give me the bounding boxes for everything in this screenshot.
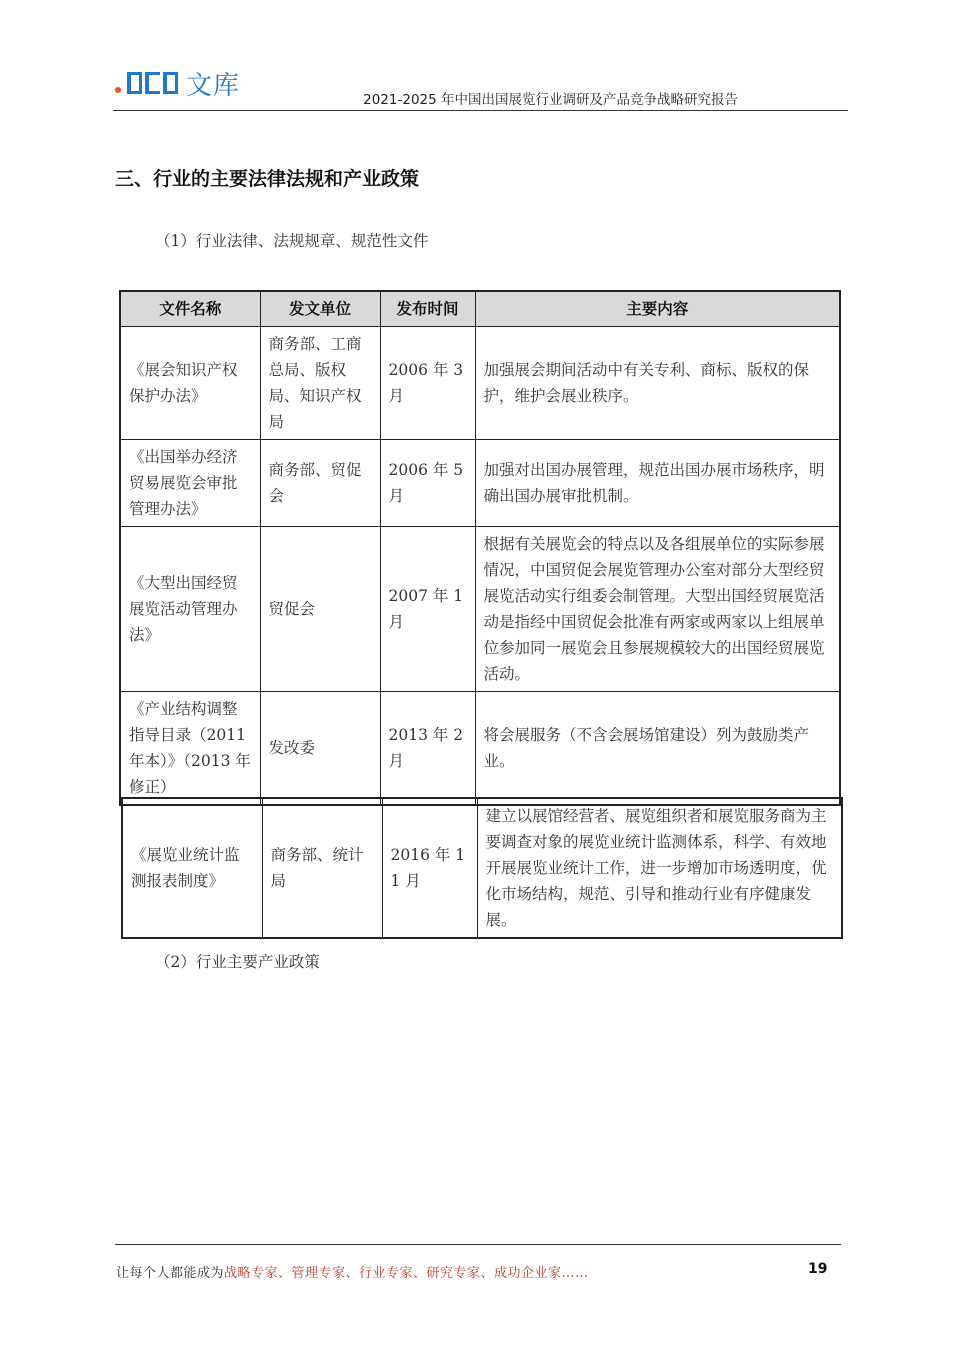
report-title: 2021-2025 年中国出国展览行业调研及产品竞争战略研究报告 bbox=[363, 92, 738, 108]
header-doc-name: 文件名称 bbox=[120, 291, 260, 327]
cell-content: 加强展会期间活动中有关专利、商标、版权的保护，维护会展业秩序。 bbox=[475, 327, 840, 440]
laws-table bbox=[119, 290, 841, 806]
cell-issuer: 商务部、工商总局、版权局、知识产权局 bbox=[260, 327, 380, 440]
section-title: 三、行业的主要法律法规和产业政策 bbox=[115, 168, 420, 190]
cell-content: 根据有关展览会的特点以及各组展单位的实际参展情况，中国贸促会展览管理办公室对部分大型经贸展览活动实行组委会制管理。大型出国经贸展览活动是指经中国贸促会批准有两家或两家以上组展单位参加同一展览会且参展规模较大的出国经贸展览活动。 bbox=[475, 527, 840, 692]
logo bbox=[115, 66, 240, 100]
page-number: 19 bbox=[808, 1261, 828, 1277]
table-row bbox=[120, 692, 840, 806]
cell-issuer: 商务部、贸促会 bbox=[260, 440, 380, 527]
cell-issuer: 商务部、统计局 bbox=[262, 798, 382, 938]
cell-doc-name: 《出国举办经济贸易展览会审批管理办法》 bbox=[120, 440, 260, 527]
table-row bbox=[120, 327, 840, 440]
logo-mark-icon bbox=[127, 72, 178, 94]
table-row bbox=[120, 440, 840, 527]
laws-table-continued bbox=[121, 797, 843, 939]
table-header-row bbox=[120, 291, 840, 327]
cell-doc-name: 《产业结构调整指导目录（2011 年本）》（2013 年修正） bbox=[120, 692, 260, 806]
header-date: 发布时间 bbox=[380, 291, 475, 327]
cell-doc-name: 《展览业统计监测报表制度》 bbox=[122, 798, 262, 938]
cell-content: 将会展服务（不含会展场馆建设）列为鼓励类产业。 bbox=[475, 692, 840, 806]
cell-date: 2007 年 1 月 bbox=[380, 527, 475, 692]
cell-content: 建立以展馆经营者、展览组织者和展览服务商为主要调查对象的展览业统计监测体系，科学、有效地开展展览业统计工作，进一步增加市场透明度，优化市场结构，规范、引导和推动行业有序健康发展。 bbox=[477, 798, 842, 938]
footer-slogan-emphasis: 战略专家、管理专家、行业专家、研究专家、成功企业家…… bbox=[224, 1266, 589, 1281]
cell-issuer: 发改委 bbox=[260, 692, 380, 806]
subsection-title-policies: （2）行业主要产业政策 bbox=[155, 953, 320, 971]
footer-slogan bbox=[116, 1262, 589, 1281]
cell-doc-name: 《大型出国经贸展览活动管理办法》 bbox=[120, 527, 260, 692]
cell-date: 2016 年 11 月 bbox=[382, 798, 477, 938]
logo-dot-icon bbox=[115, 87, 121, 93]
page-header bbox=[113, 62, 848, 111]
cell-doc-name: 《展会知识产权保护办法》 bbox=[120, 327, 260, 440]
table-row bbox=[120, 527, 840, 692]
footer-slogan-prefix: 让每个人都能成为 bbox=[116, 1266, 225, 1281]
subsection-title-laws: （1）行业法律、法规规章、规范性文件 bbox=[155, 232, 429, 250]
table-row bbox=[122, 798, 842, 938]
cell-issuer: 贸促会 bbox=[260, 527, 380, 692]
header-issuer: 发文单位 bbox=[260, 291, 380, 327]
cell-date: 2006 年 3 月 bbox=[380, 327, 475, 440]
header-content: 主要内容 bbox=[475, 291, 840, 327]
logo-text: 文库 bbox=[186, 70, 241, 101]
footer-divider bbox=[115, 1244, 841, 1245]
cell-date: 2013 年 2 月 bbox=[380, 692, 475, 806]
cell-content: 加强对出国办展管理，规范出国办展市场秩序，明确出国办展审批机制。 bbox=[475, 440, 840, 527]
cell-date: 2006 年 5 月 bbox=[380, 440, 475, 527]
